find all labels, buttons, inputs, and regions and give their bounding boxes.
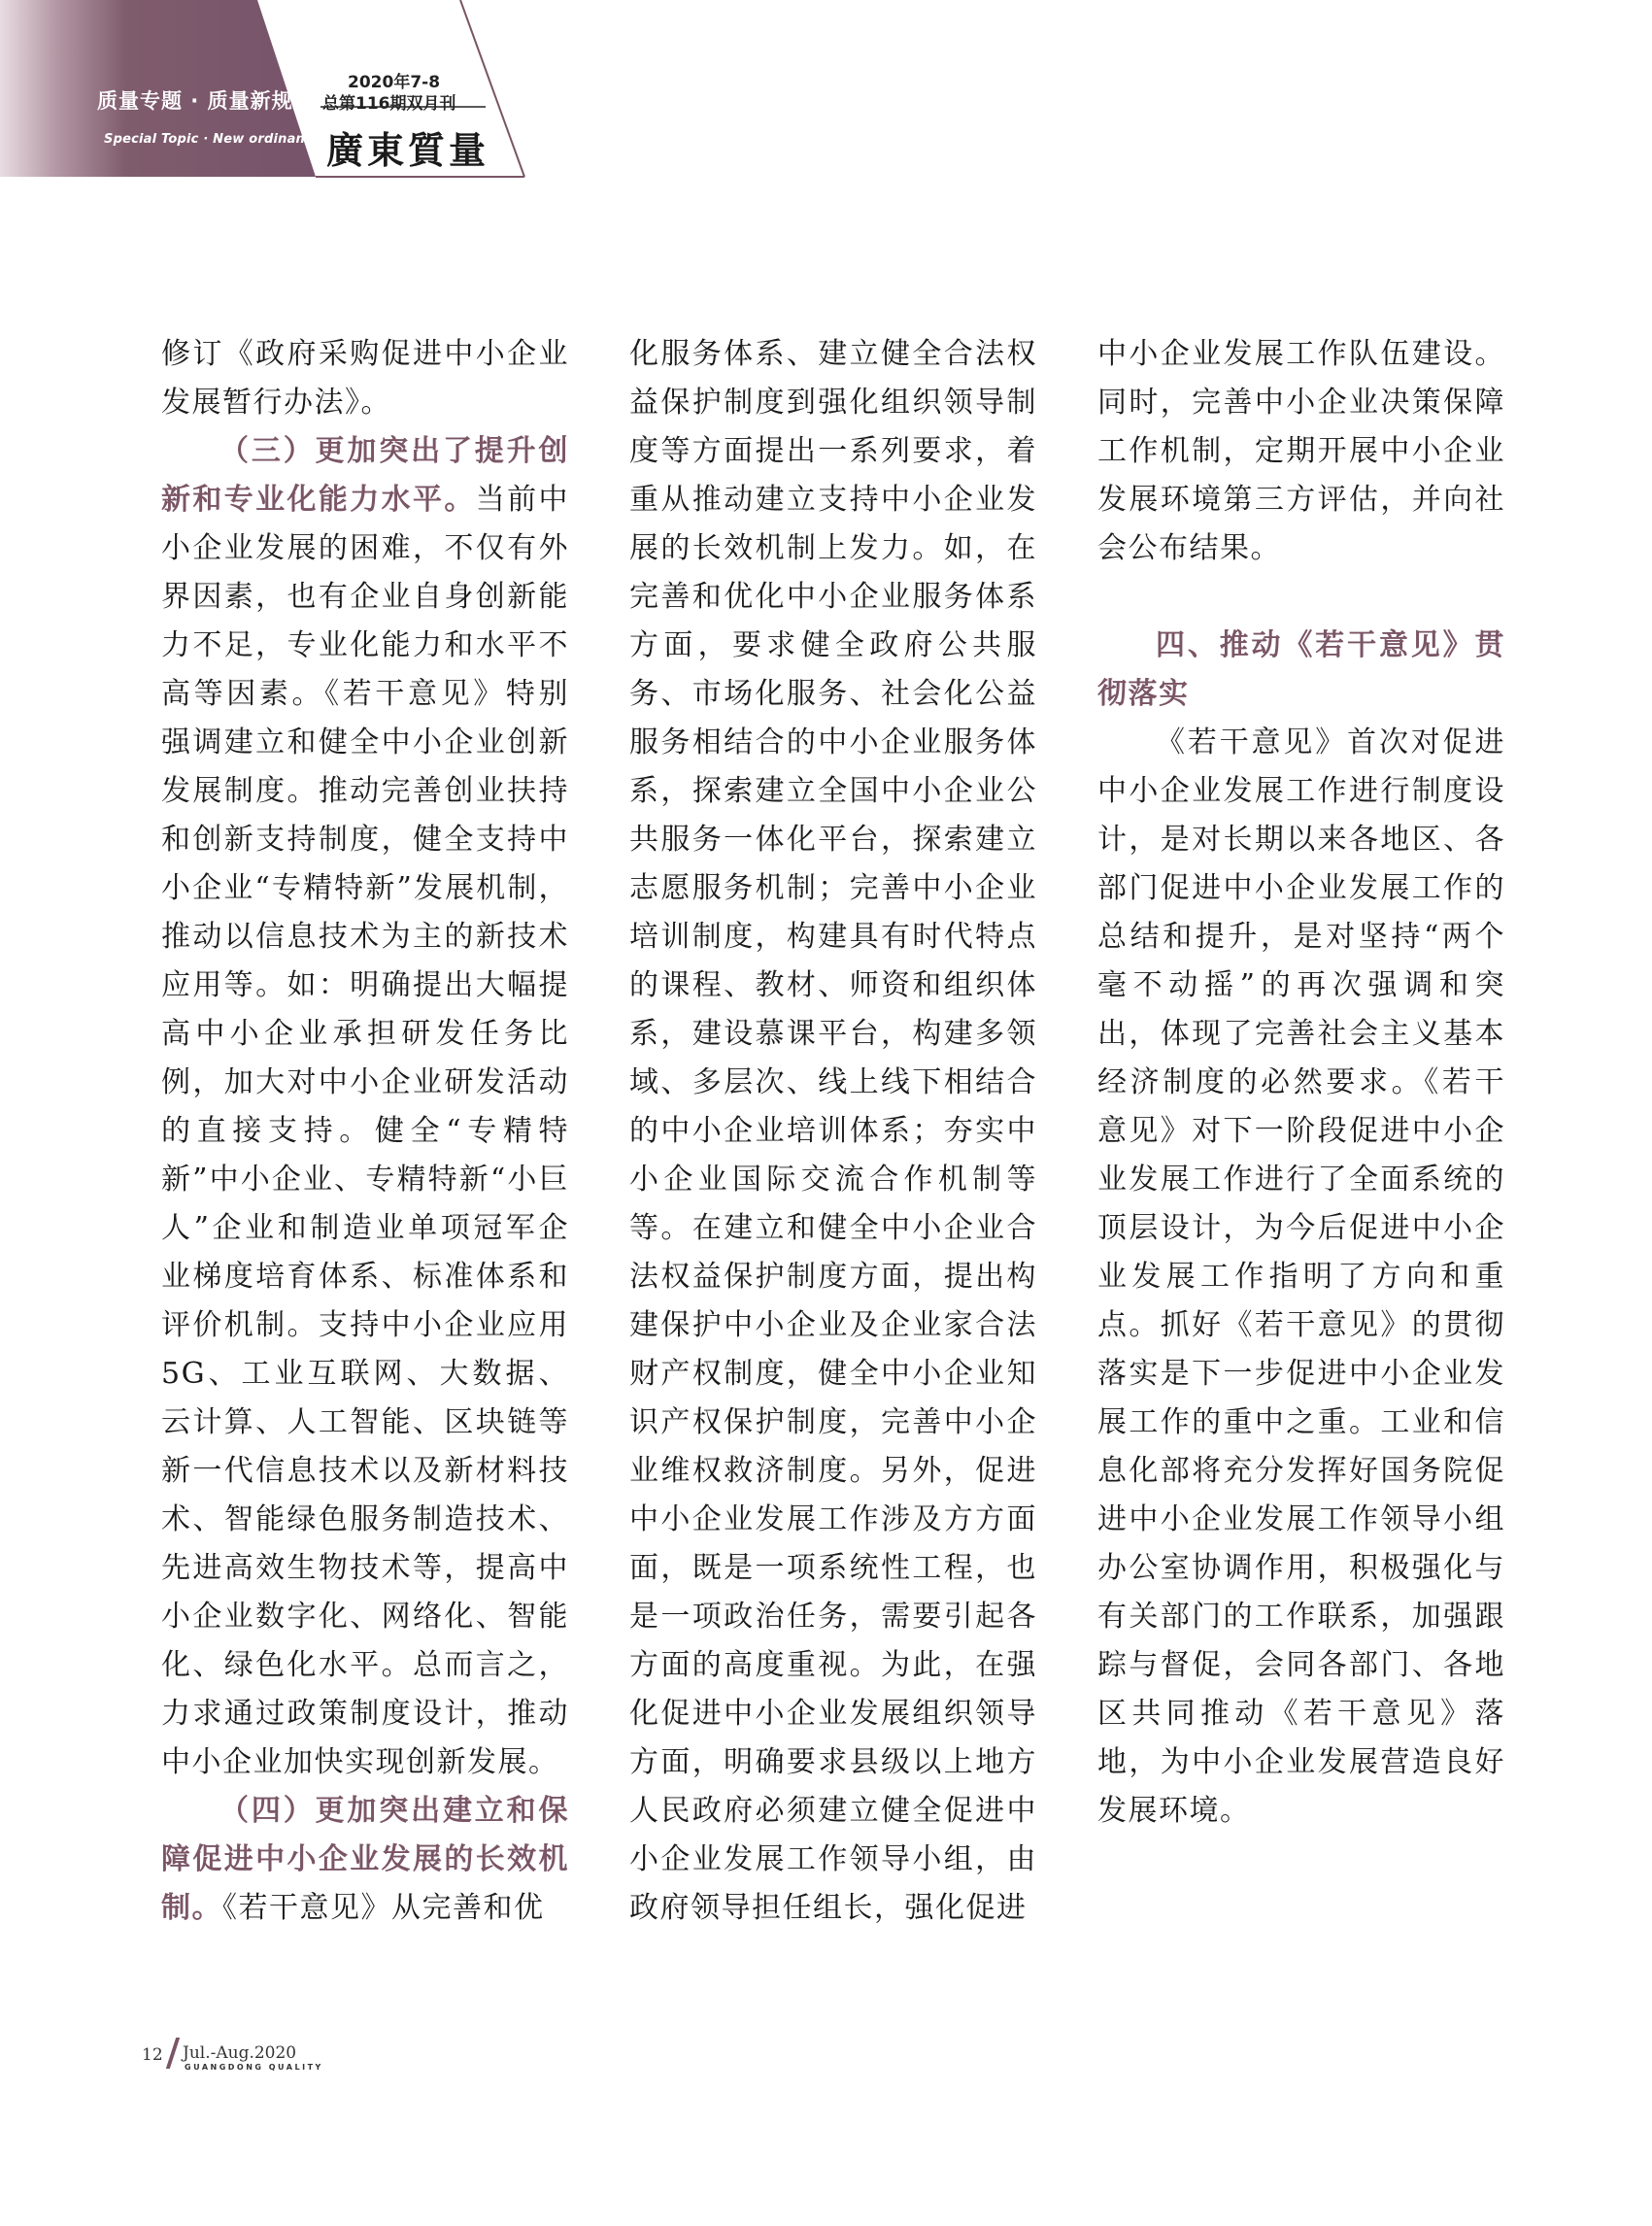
section-title: 质量专题 · 质量新规 [97,89,293,113]
article-column-2 [629,330,1037,1933]
paragraph [161,1787,569,1933]
paragraph-body: 《若干意见》从完善和优 [222,1891,545,1925]
paragraph: 化服务体系、建立健全合法权益保护制度到强化组织领导制度等方面提出一系列要求，着重从推动建立支持中小企业发展的长效机制上发力。如，在完善和优化中小企业服务体系方面，要求健全政府公共服务、市场化服务、社会化公益服务相结合的中小企业服务体系，探索建立全国中小企业公共服务一体化平台，探索建立志愿服务机制；完善中小企业培训制度，构建具有时代特点的课程、教材、师资和组织体系，建设慕课平台，构建多领域、多层次、线上线下相结合的中小企业培训体系；夯实中小企业国际交流合作机制等等。在建立和健全中小企业合法权益保护制度方面，提出构建保护中小企业及企业家合法财产权制度，健全中小企业知识产权保护制度，完善中小企业维权救济制度。另外，促进中小企业发展工作涉及方方面面，既是一项系统性工程，也是一项政治任务，需要引起各方面的高度重视。为此，在强化促进中小企业发展组织领导方面，明确要求县级以上地方人民政府必须建立健全促进中小企业发展工作领导小组，由政府领导担任组长，强化促进 [629,337,1037,1925]
subheading: （三）更加突出了提升创新和专业化能力水平。 [161,434,569,517]
subheading: （四）更加突出建立和保障促进中小企业发展的长效机制。 [161,1794,569,1925]
section-subtitle: Special Topic · New ordinances [104,132,329,147]
paragraph-body: 当前中小企业发展的困难，不仅有外界因素，也有企业自身创新能力不足，专业化能力和水平不高等因素。《若干意见》特别强调建立和健全中小企业创新发展制度。推动完善创业扶持和创新支持制度，健全支持中小企业“专精特新”发展机制，推动以信息技术为主的新技术应用等。如：明确提出大幅提高中小企业承担研发任务比例，加大对中小企业研发活动的直接支持。健全“专精特新”中小企业、专精特新“小巨人”企业和制造业单项冠军企业梯度培育体系、标准体系和评价机制。支持中小企业应用5G、工业互联网、大数据、云计算、人工智能、区块链等新一代信息技术以及新材料技术、智能绿色服务制造技术、先进高效生物技术等，提高中小企业数字化、网络化、智能化、绿色化水平。总而言之，力求通过政策制度设计，推动中小企业加快实现创新发展。 [161,483,569,1779]
paragraph: 中小企业发展工作队伍建设。同时，完善中小企业决策保障工作机制，定期开展中小企业发展环境第三方评估，并向社会公布结果。 [1097,337,1505,565]
magazine-masthead: 廣東質量 [326,128,490,172]
page-number: 12 [142,2045,163,2065]
issue-number: 总第116期双月刊 [322,94,456,114]
paragraph [161,427,569,1787]
footer-magazine-name: GUANGDONG QUALITY [185,2063,323,2072]
paragraph: 《若干意见》首次对促进中小企业发展工作进行制度设计，是对长期以来各地区、各部门促进中小企业发展工作的总结和提升，是对坚持“两个毫不动摇”的再次强调和突出，体现了完善社会主义基本经济制度的必然要求。《若干意见》对下一阶段促进中小企业发展工作进行了全面系统的顶层设计，为今后促进中小企业发展工作指明了方向和重点。抓好《若干意见》的贯彻落实是下一步促进中小企业发展工作的重中之重。工业和信息化部将充分发挥好国务院促进中小企业发展工作领导小组办公室协调作用，积极强化与有关部门的工作联系，加强跟踪与督促，会同各部门、各地区共同推动《若干意见》落地，为中小企业发展营造良好发展环境。 [1097,725,1505,1828]
section-heading: 四、推动《若干意见》贯彻落实 [1097,628,1505,711]
paragraph: 修订《政府采购促进中小企业发展暂行办法》。 [161,337,569,420]
footer-divider [166,2038,180,2069]
issue-date: 2020年7-8 [348,73,441,92]
page-footer [136,2038,427,2076]
footer-date: Jul.-Aug.2020 [183,2043,297,2063]
article-column-1 [161,330,569,1933]
article-column-3 [1097,330,1505,1836]
